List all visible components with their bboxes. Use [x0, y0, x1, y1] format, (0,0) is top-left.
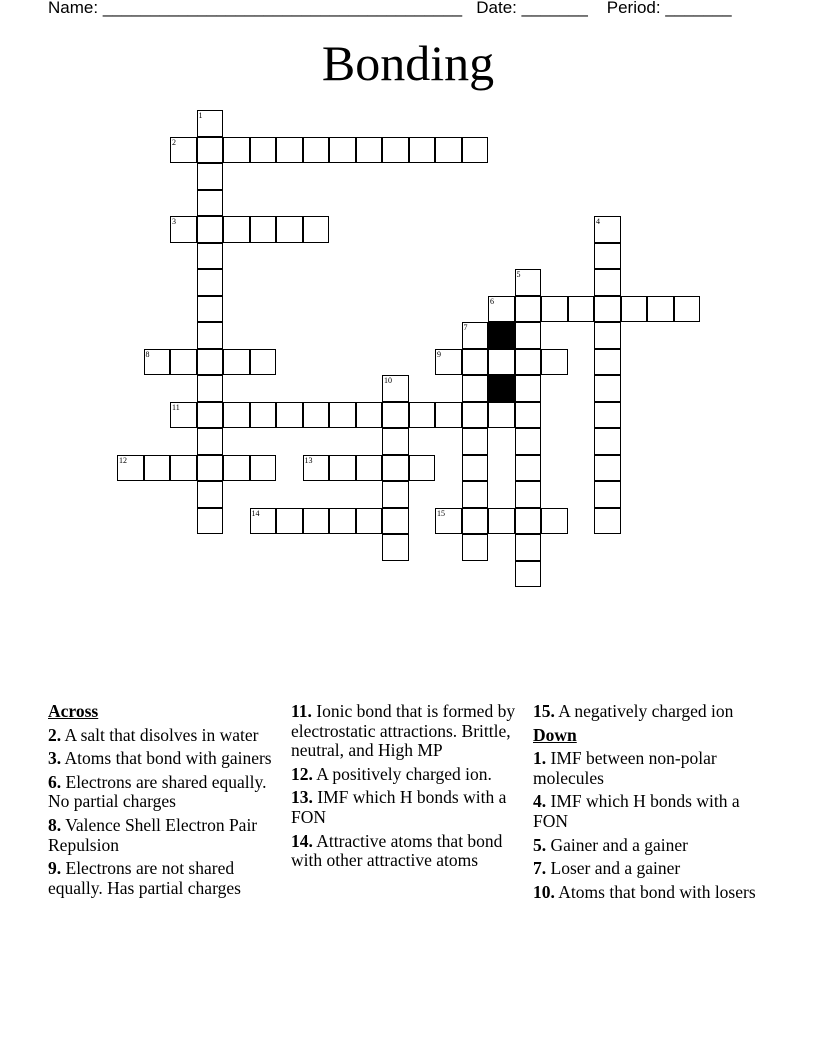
clue-down-7: 7. Loser and a gainer	[533, 858, 681, 879]
name-label: Name:	[48, 0, 99, 17]
grid-cell[interactable]	[515, 375, 542, 402]
grid-cell[interactable]	[674, 296, 701, 323]
clue-across-9: 9. Electrons are not shared equally. Has partial charges	[48, 858, 241, 898]
grid-cell[interactable]	[382, 481, 409, 508]
grid-cell[interactable]	[515, 481, 542, 508]
grid-cell[interactable]	[197, 163, 224, 190]
grid-cell[interactable]	[647, 296, 674, 323]
clue-number: 5	[516, 270, 521, 279]
grid-cell[interactable]	[488, 508, 515, 535]
grid-cell[interactable]	[382, 402, 409, 429]
clue-number: 13	[304, 455, 313, 465]
grid-cell[interactable]	[488, 402, 515, 429]
grid-cell[interactable]	[462, 375, 489, 402]
clue-across-2: 2. A salt that disolves in water	[48, 724, 259, 745]
grid-cell[interactable]	[435, 508, 462, 535]
grid-cell[interactable]	[197, 375, 224, 402]
grid-cell[interactable]	[197, 428, 224, 455]
grid-cell[interactable]	[515, 402, 542, 429]
grid-cell[interactable]	[223, 402, 250, 429]
grid-cell[interactable]	[197, 110, 224, 137]
grid-cell[interactable]	[117, 455, 144, 482]
clue-number: 12	[119, 455, 127, 465]
grid-cell[interactable]	[250, 137, 277, 164]
grid-cell[interactable]	[462, 455, 489, 482]
grid-cell[interactable]	[144, 455, 171, 482]
grid-cell[interactable]	[356, 402, 383, 429]
grid-cell[interactable]	[462, 349, 489, 376]
grid-cell[interactable]	[382, 428, 409, 455]
grid-cell[interactable]	[515, 561, 542, 588]
clue-across-11: 11. Ionic bond that is formed by electrostatic attractions. Brittle, neutral, and High MP	[291, 701, 516, 761]
grid-cell[interactable]	[303, 402, 330, 429]
clue-down-4: 4. IMF which H bonds with a FON	[533, 791, 740, 831]
clue-down-5: 5. Gainer and a gainer	[533, 834, 688, 855]
grid-cell[interactable]	[223, 137, 250, 164]
grid-cell[interactable]	[409, 402, 436, 429]
clue-number: 3	[172, 217, 176, 226]
grid-cell[interactable]	[515, 269, 542, 296]
grid-cell[interactable]	[303, 216, 330, 243]
grid-cell[interactable]	[197, 481, 224, 508]
grid-cell[interactable]	[568, 296, 595, 323]
grid-cell[interactable]	[541, 296, 568, 323]
grid-cell[interactable]	[462, 322, 489, 349]
grid-cell[interactable]	[435, 137, 462, 164]
grid-cell[interactable]	[462, 534, 489, 561]
grid-cell[interactable]	[382, 508, 409, 535]
grid-cell[interactable]	[197, 402, 224, 429]
black-cell	[488, 322, 515, 349]
grid-cell[interactable]	[488, 349, 515, 376]
clue-number: 11	[172, 402, 180, 412]
grid-cell[interactable]	[435, 402, 462, 429]
grid-cell[interactable]	[250, 402, 277, 429]
grid-cell[interactable]	[197, 216, 224, 243]
grid-cell[interactable]	[594, 349, 621, 376]
grid-cell[interactable]	[276, 508, 303, 535]
grid-cell[interactable]	[594, 455, 621, 482]
grid-cell[interactable]	[515, 296, 542, 323]
grid-cell[interactable]	[170, 455, 197, 482]
grid-cell[interactable]	[197, 322, 224, 349]
clue-number: 7	[463, 323, 468, 332]
across-heading: Across	[48, 701, 99, 721]
grid-cell[interactable]	[382, 455, 409, 482]
grid-cell[interactable]	[197, 508, 224, 535]
clue-number: 8	[145, 349, 150, 359]
clue-number: 9	[437, 349, 441, 359]
grid-cell[interactable]	[250, 216, 277, 243]
grid-cell[interactable]	[594, 428, 621, 455]
grid-cell[interactable]	[409, 137, 436, 164]
grid-cell[interactable]	[197, 137, 224, 164]
grid-cell[interactable]	[223, 349, 250, 376]
grid-cell[interactable]	[329, 455, 356, 482]
down-heading: Down	[533, 724, 577, 745]
grid-cell[interactable]	[621, 296, 648, 323]
grid-cell[interactable]	[197, 455, 224, 482]
grid-cell[interactable]	[276, 402, 303, 429]
grid-cell[interactable]	[462, 508, 489, 535]
clue-across-3: 3. Atoms that bond with gainers	[48, 748, 272, 769]
grid-cell[interactable]	[382, 534, 409, 561]
grid-cell[interactable]	[197, 243, 224, 270]
clue-across-15: 15. A negatively charged ion	[533, 701, 734, 721]
grid-cell[interactable]	[594, 402, 621, 429]
grid-cell[interactable]	[488, 296, 515, 323]
grid-cell[interactable]	[515, 322, 542, 349]
grid-cell[interactable]	[356, 508, 383, 535]
grid-cell[interactable]	[594, 269, 621, 296]
grid-cell[interactable]	[223, 455, 250, 482]
clue-number: 1	[198, 111, 203, 120]
grid-cell[interactable]	[250, 455, 277, 482]
grid-cell[interactable]	[594, 375, 621, 402]
clue-across-13: 13. IMF which H bonds with a FON	[291, 787, 507, 827]
grid-cell[interactable]	[329, 137, 356, 164]
clue-number: 4	[596, 217, 600, 226]
grid-cell[interactable]	[462, 137, 489, 164]
grid-cell[interactable]	[197, 349, 224, 376]
grid-cell[interactable]	[594, 508, 621, 535]
grid-cell[interactable]	[594, 481, 621, 508]
clue-down-1: 1. IMF between non-polar molecules	[533, 748, 717, 788]
grid-cell[interactable]	[303, 508, 330, 535]
clue-across-14: 14. Attractive atoms that bond with other attractive atoms	[291, 830, 503, 871]
clues-column-2	[291, 702, 521, 875]
period-label: Period:	[606, 0, 661, 17]
grid-cell[interactable]	[515, 534, 542, 561]
clue-across-6: 6. Electrons are shared equally. No partial charges	[48, 771, 267, 812]
grid-cell[interactable]	[197, 190, 224, 217]
black-cell	[488, 375, 515, 402]
grid-cell[interactable]	[409, 455, 436, 482]
grid-cell[interactable]	[250, 349, 277, 376]
grid-cell[interactable]	[303, 455, 330, 482]
clues-column-1	[48, 702, 278, 902]
grid-cell[interactable]	[223, 216, 250, 243]
grid-cell[interactable]	[329, 508, 356, 535]
clues-column-3	[533, 702, 763, 906]
grid-cell[interactable]	[197, 269, 224, 296]
grid-cell[interactable]	[197, 296, 224, 323]
grid-cell[interactable]	[303, 137, 330, 164]
grid-cell[interactable]	[170, 402, 197, 429]
grid-cell[interactable]	[250, 508, 277, 535]
grid-cell[interactable]	[594, 322, 621, 349]
grid-cell[interactable]	[515, 349, 542, 376]
grid-cell[interactable]	[144, 349, 171, 376]
grid-cell[interactable]	[541, 508, 568, 535]
grid-cell[interactable]	[594, 216, 621, 243]
grid-cell[interactable]	[515, 455, 542, 482]
grid-cell[interactable]	[276, 137, 303, 164]
grid-cell[interactable]	[276, 216, 303, 243]
clue-number: 2	[172, 137, 176, 147]
date-blank: _______	[521, 0, 588, 17]
grid-cell[interactable]	[170, 349, 197, 376]
grid-cell[interactable]	[594, 243, 621, 270]
grid-cell[interactable]	[170, 137, 197, 164]
clue-number: 15	[437, 508, 445, 518]
grid-cell[interactable]	[462, 481, 489, 508]
grid-cell[interactable]	[382, 375, 409, 402]
clue-across-8: 8. Valence Shell Electron Pair Repulsion	[48, 814, 258, 855]
grid-cell[interactable]	[382, 137, 409, 164]
clue-number: 10	[384, 376, 392, 385]
grid-cell[interactable]	[356, 137, 383, 164]
grid-cell[interactable]	[462, 402, 489, 429]
grid-cell[interactable]	[329, 402, 356, 429]
clue-number: 14	[251, 508, 260, 518]
grid-cell[interactable]	[462, 428, 489, 455]
period-blank: _______	[665, 0, 732, 17]
grid-cell[interactable]	[594, 296, 621, 323]
grid-cell[interactable]	[515, 428, 542, 455]
grid-cell[interactable]	[170, 216, 197, 243]
date-label: Date:	[476, 0, 517, 17]
clue-across-12: 12. A positively charged ion.	[291, 763, 492, 784]
grid-cell[interactable]	[435, 349, 462, 376]
clue-number: 6	[490, 296, 494, 306]
clue-down-10: 10. Atoms that bond with losers	[533, 881, 756, 902]
grid-cell[interactable]	[515, 508, 542, 535]
grid-cell[interactable]	[541, 349, 568, 376]
name-blank: ______________________________________	[102, 0, 463, 17]
grid-cell[interactable]	[356, 455, 383, 482]
page-title: Bonding	[321, 35, 495, 91]
